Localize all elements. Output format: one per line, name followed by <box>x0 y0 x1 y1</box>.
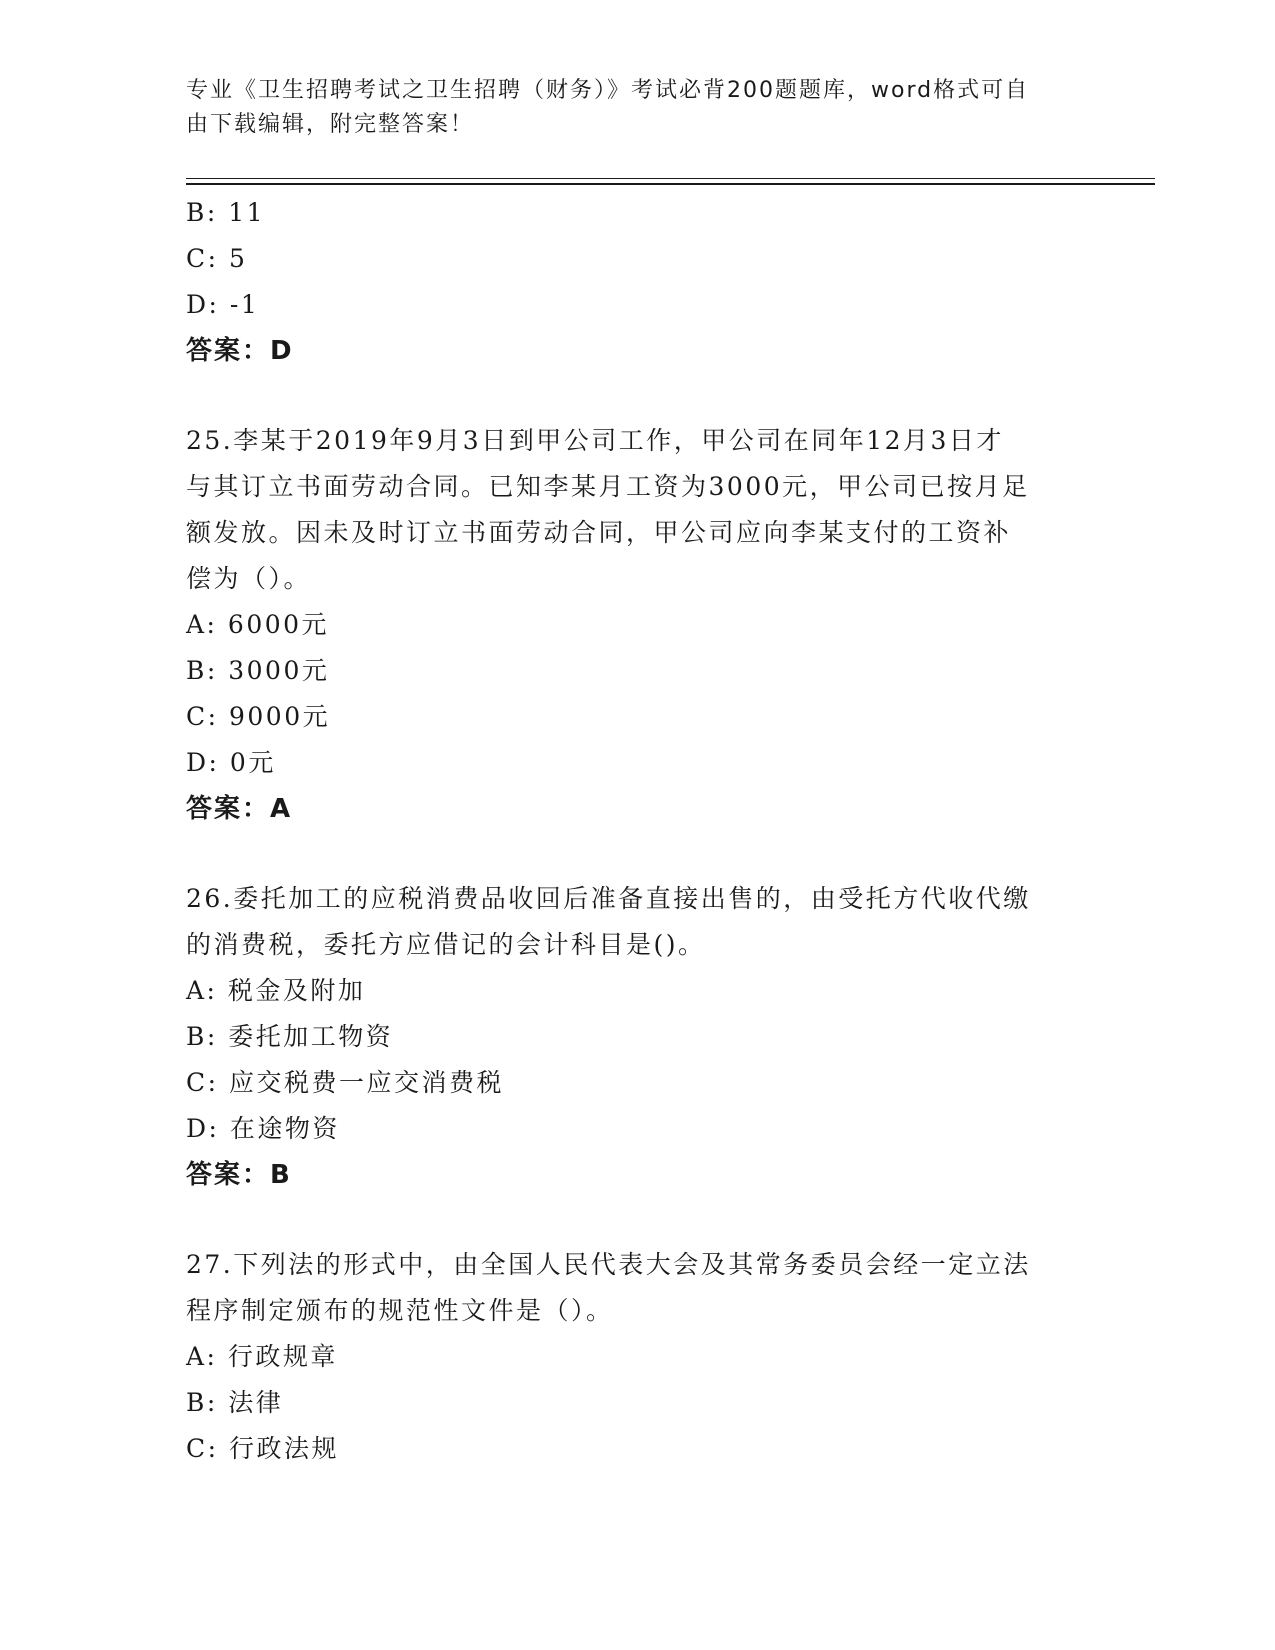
option-b: B: 委托加工物资 <box>186 1022 394 1051</box>
question-24-tail <box>186 190 1086 374</box>
answer: 答案：A <box>186 794 293 824</box>
option-c: C: 应交税费一应交消费税 <box>186 1068 504 1097</box>
question-text-line: 程序制定颁布的规范性文件是（）。 <box>186 1296 614 1325</box>
question-text-line: 与其订立书面劳动合同。已知李某月工资为3000元，甲公司已按月足 <box>186 472 1030 501</box>
option-d: D: 在途物资 <box>186 1114 340 1143</box>
option-b: B: 11 <box>186 198 266 227</box>
header-line-1: 专业《卫生招聘考试之卫生招聘（财务）》考试必背200题题库，word格式可自 <box>186 78 1030 103</box>
option-a: A: 6000元 <box>186 610 330 639</box>
option-c: C: 9000元 <box>186 702 331 731</box>
header-line-2: 由下载编辑，附完整答案！ <box>186 112 475 137</box>
question-text-line: 偿为（）。 <box>186 564 312 593</box>
spacer <box>186 1198 1086 1242</box>
option-a: A: 行政规章 <box>186 1342 338 1371</box>
option-c: C: 5 <box>186 244 248 273</box>
question-text-line: 的消费税，委托方应借记的会计科目是()。 <box>186 930 706 959</box>
spacer <box>186 374 1086 418</box>
question-27 <box>186 1242 1086 1472</box>
option-a: A: 税金及附加 <box>186 976 366 1005</box>
question-text-line: 26.委托加工的应税消费品收回后准备直接出售的，由受托方代收代缴 <box>186 884 1031 913</box>
option-b: B: 3000元 <box>186 656 330 685</box>
question-text-line: 额发放。因未及时订立书面劳动合同，甲公司应向李某支付的工资补 <box>186 518 1012 547</box>
option-d: D: -1 <box>186 290 260 319</box>
question-text-line: 25.李某于2019年9月3日到甲公司工作，甲公司在同年12月3日才 <box>186 426 1004 455</box>
question-25 <box>186 418 1086 832</box>
option-d: D: 0元 <box>186 748 276 777</box>
option-b: B: 法律 <box>186 1388 284 1417</box>
spacer <box>186 832 1086 876</box>
question-list <box>186 190 1086 1472</box>
option-c: C: 行政法规 <box>186 1434 339 1463</box>
answer: 答案：B <box>186 1160 292 1190</box>
answer: 答案：D <box>186 336 294 366</box>
header-rule-thick <box>186 183 1155 185</box>
document-header <box>186 74 1066 142</box>
question-26 <box>186 876 1086 1198</box>
question-text-line: 27.下列法的形式中，由全国人民代表大会及其常务委员会经一定立法 <box>186 1250 1031 1279</box>
header-rule-thin <box>186 178 1155 179</box>
